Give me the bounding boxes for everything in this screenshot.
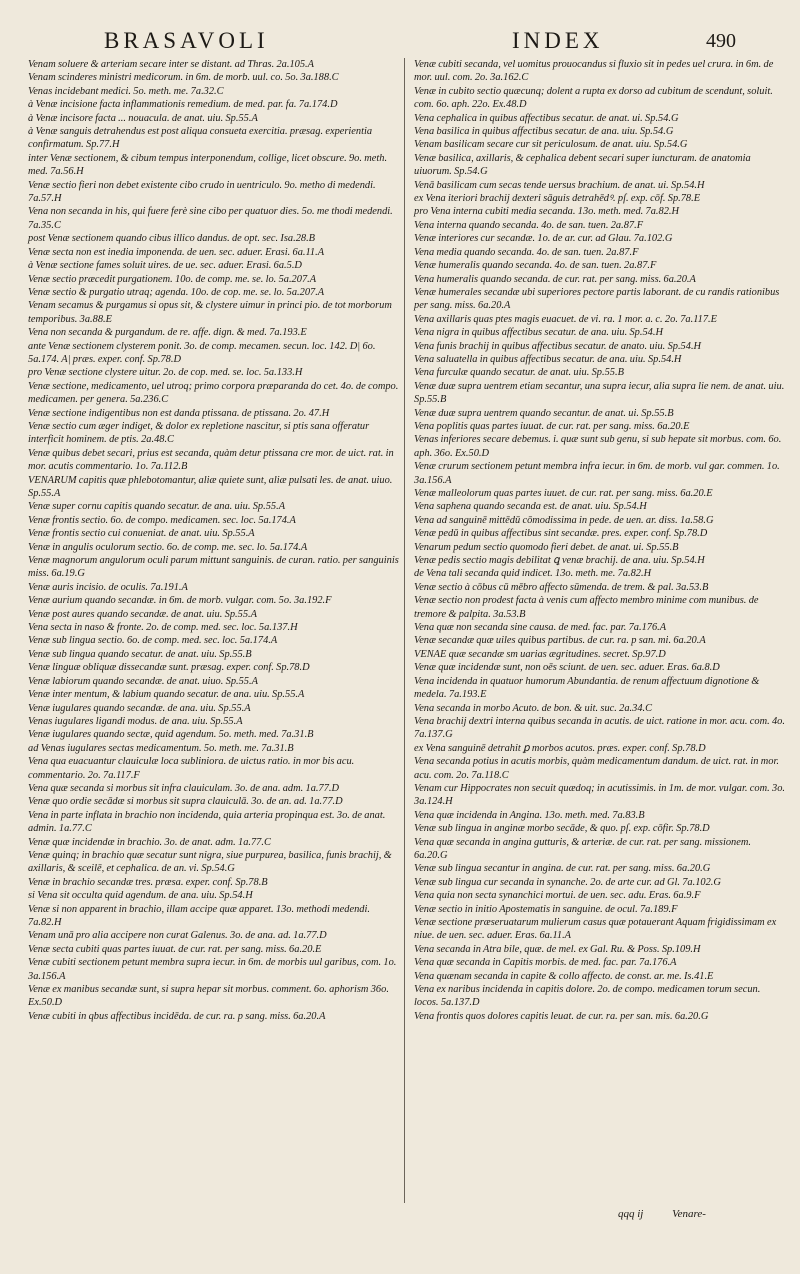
index-entry: Vena secta in naso & fronte. 2o. de comp. med. sec. loc. 5a.137.H: [28, 622, 298, 634]
index-entry: Vena secanda in Atra bile, quæ. de mel. ex Gal. Ru. & Poss. Sp.109.H: [414, 943, 701, 955]
index-entry: Vena brachij dextri interna quibus secanda in acutis. de uict. ratione in mor. acu. com. 4o. 7a.137.G: [414, 715, 785, 741]
page-footer: [618, 1208, 732, 1220]
index-entry: Venæ humerales secandæ ubi superiores pectore partis laborant. de cu randis rationibus per sang. miss. 6a.20.A: [414, 286, 780, 312]
index-entry: Venæ frontis sectio. 6o. de compo. medicamen. sec. loc. 5a.174.A: [28, 514, 296, 526]
index-entry: Venæ quinq; in brachio quæ secatur sunt nigra, siue purpurea, basilica, funis brachij, & axillaris, & sceilē, et cephalica. de an. vi. Sp.54.G: [28, 849, 392, 875]
index-entry: Venas iugulares ligandi modus. de ana. uiu. Sp.55.A: [28, 715, 243, 727]
index-entry: ex Vena iteriori brachij dexteri sāguis detrahēdꝰ. pſ. exp. cōf. Sp.78.E: [414, 193, 701, 205]
index-entry: de Vena tali secanda quid indicet. 13o. meth. me. 7a.82.H: [414, 568, 652, 580]
index-entry: Venæ sub lingua cur secanda in synanche. 2o. de arte cur. ad Gl. 7a.102.G: [414, 876, 721, 888]
page-number: 490: [706, 30, 736, 52]
index-entry: Venæ sectione, medicamento, uel utroq; primo corpora præparanda do cet. 4o. de compo. medicamen. per genera. 5a.236.C: [28, 380, 399, 406]
index-entry: Venæ ex manibus secandæ sunt, si supra hepar sit morbus. comment. 6o. aphorism 36o. Ex.50.D: [28, 984, 389, 1009]
index-entry: à Venæ incisione facta inflammationis remedium. de med. par. fa. 7a.174.D: [28, 99, 338, 111]
index-entry: Vena quia non secta synanchici mortui. de uen. sec. adu. Eras. 6a.9.F: [414, 890, 701, 902]
index-entry: Venæ magnorum angulorum oculi parum mittunt sanguinis. de curan. ratio. per sanguinis miss. 6a.19.G: [28, 555, 399, 580]
index-entry: à Venæ sanguis detrahendus est post aliqua consueta exercitia. præsag. experientia confirmatum. Sp.77.H: [28, 126, 373, 151]
index-entry: Venæ sub lingua secantur in angina. de cur. rat. per sang. miss. 6a.20.G: [414, 863, 711, 875]
index-entry: Vena quæ incidenda in Angina. 13o. meth. med. 7a.83.B: [414, 809, 645, 821]
index-entry: Venæ quæ incidendæ in brachio. 3o. de anat. adm. 1a.77.C: [28, 836, 271, 848]
index-entry: Venæ super cornu capitis quando secatur. de ana. uiu. Sp.55.A: [28, 501, 286, 513]
index-entry: Venæ quæ incidendæ sunt, non oēs sciunt. de uen. sec. aduer. Eras. 6a.8.D: [414, 662, 720, 674]
index-entry: Venæ sectione præseruatarum mulierum casus quæ potauerant Aquam frigidissimam ex niue. de uen. sec. aduer. Eras. 6a.11.A: [414, 917, 777, 942]
index-entry: Venæ aurium quando secandæ. in 6m. de morb. vulgar. com. 5o. 3a.192.F: [28, 595, 332, 607]
index-entry: pro Venæ sectione clystere uitur. 2o. de cop. med. se. loc. 5a.133.H: [28, 367, 303, 379]
index-entry: pro Vena interna cubiti media secanda. 13o. meth. med. 7a.82.H: [414, 206, 680, 218]
index-entry: Vena funis brachij in quibus affectibus secatur. de anato. uiu. Sp.54.H: [414, 340, 702, 352]
index-entry: Venam cur Hippocrates non secuit quædoq; in acutissimis. in 1m. de mor. vulgar. com. 3o. 3a.124.H: [414, 782, 785, 808]
index-entry: Venæ malleolorum quas partes iuuet. de cur. rat. per sang. miss. 6a.20.E: [414, 488, 713, 499]
index-entry: Vena humeralis quando secanda. de cur. rat. per sang. miss. 6a.20.A: [414, 273, 696, 285]
index-entry: Venæ quibus debet secari, prius est secanda, quàm detur ptissana cre mor. de uict. rat. in mor. acutis commentario. 1o. 7a.112.B: [28, 447, 394, 473]
catchword: Venare-: [672, 1208, 706, 1220]
index-entry: Venæ sub lingua sectio. 6o. de comp. med. sec. loc. 5a.174.A: [28, 635, 278, 647]
running-head-author: BRASAVOLI: [104, 28, 269, 53]
index-entry: Vena basilica in quibus affectibus secatur. de ana. uiu. Sp.54.G: [414, 126, 674, 138]
index-entry: ad Venas iugulares sectas medicamentum. 5o. meth. me. 7a.31.B: [28, 742, 294, 754]
index-entry: Venæ pedis sectio magis debilitat ꝗ venæ brachij. de ana. uiu. Sp.54.H: [414, 555, 705, 567]
index-entry: Venæ sub lingua quando secatur. de anat. uiu. Sp.55.B: [28, 648, 252, 660]
index-entry: Vena saphena quando secanda est. de anat. uiu. Sp.54.H: [414, 501, 647, 513]
index-entry: Venæ secandæ quæ uiles quibus partibus. de cur. ra. p san. mi. 6a.20.A: [414, 635, 706, 647]
index-entry: Venæ sectio à cōbus cū mēbro affecto sūmenda. de trem. & pal. 3a.53.B: [414, 581, 709, 593]
index-entry: Venæ iugulares quando sectæ, quid agendum. 5o. meth. med. 7a.31.B: [28, 729, 314, 741]
index-entry: à Venæ incisore facta ... nouacula. de anat. uiu. Sp.55.A: [28, 112, 258, 124]
index-entry: Venam basilicam secare cur sit periculosum. de anat. uiu. Sp.54.G: [414, 139, 688, 151]
index-entry: Venæ sectio in initio Apostematis in sanguine. de ocul. 7a.189.F: [414, 903, 678, 915]
column-divider: [404, 58, 405, 1203]
index-entry: Vena incidenda in quatuor humorum Abundantia. de renum affectuum dignotione & medela. 7a.193.E: [414, 675, 760, 701]
index-entry: Venæ interiores cur secandæ. 1o. de ar. cur. ad Glau. 7a.102.G: [414, 233, 673, 245]
index-entry: Vena quæ secanda in angina gutturis, & arteriæ. de cur. rat. per sang. missionem. 6a.20.G: [414, 836, 751, 861]
index-entry: Venæ in brachio secandæ tres. præsa. exper. conf. Sp.78.B: [28, 876, 268, 888]
index-entry: Vena quæ secanda in Capitis morbis. de med. fac. par. 7a.176.A: [414, 957, 677, 969]
index-entry: ante Venæ sectionem clysterem ponit. 3o. de comp. mecamen. secun. loc. 142. D| 6o. 5a.174. A| præs. exper. conf. Sp.78.D: [28, 340, 376, 365]
index-entry: Venæ in cubito sectio quæcunq; dolent a rupta ex dorso ad cubitum de scendunt, soluit. com. 6o. aph. 22o. Ex.48.D: [414, 85, 773, 111]
index-entry: inter Venæ sectionem, & cibum tempus interponendum, collige, licet obscure. 9o. meth. med. 7a.56.H: [28, 152, 388, 178]
index-entry: Venam unā pro alia accipere non curat Galenus. 3o. de ana. ad. 1a.77.D: [28, 930, 327, 942]
index-entry: Vena secanda potius in acutis morbis, quàm medicamentum dandum. de uict. rat. in mor. acu. com. 2o. 7a.118.C: [414, 756, 779, 781]
index-entry: Vena quænam secanda in capite & collo affecto. de const. ar. me. Is.41.E: [414, 970, 714, 982]
index-entry: Vena media quando secanda. 4o. de san. tuen. 2a.87.F: [414, 246, 639, 258]
index-entry: Venæ pedū in quibus affectibus sint secandæ. pres. exper. conf. Sp.78.D: [414, 528, 708, 540]
index-entry: Venæ iugulares quando secandæ. de ana. uiu. Sp.55.A: [28, 702, 251, 714]
index-entry: Venæ cubiti sectionem petunt membra supra iecur. in 6m. de morbis uul garibus, com. 1o. 3a.156.A: [28, 957, 397, 982]
index-entry: Vena ex naribus incidenda in capitis dolore. 2o. de compo. medicamen torum secun. locos. 5a.137.D: [414, 984, 761, 1009]
signature-mark: qqq ij: [618, 1208, 644, 1220]
index-entry: Vena nigra in quibus affectibus secatur. de ana. uiu. Sp.54.H: [414, 327, 663, 339]
index-entry: Vena secanda in morbo Acuto. de bon. & uit. suc. 2a.34.C: [414, 702, 653, 714]
index-entry: Venæ inter mentum, & labium quando secatur. de ana. uiu. Sp.55.A: [28, 689, 305, 701]
index-entry: Venæ duæ supra uentrem etiam secantur, una supra iecur, alia supra lie nem. de anat. uiu. Sp.55.B: [414, 380, 785, 406]
index-entry: Venā basilicam cum secas tende uersus brachium. de anat. ui. Sp.54.H: [414, 179, 705, 191]
index-entry: Vena non secanda in his, qui fuere ferè sine cibo per quatuor dies. 5o. me thodi medendi. 7a.35.C: [28, 206, 393, 231]
index-entry: Venæ labiorum quando secandæ. de anat. uiuo. Sp.55.A: [28, 675, 258, 687]
index-entry: Venæ duæ supra uentrem quando secantur. de anat. ui. Sp.55.B: [414, 407, 674, 419]
index-entry: Venarum pedum sectio quomodo fieri debet. de anat. ui. Sp.55.B: [414, 541, 679, 553]
index-entry: si Vena sit occulta quid agendum. de ana. uiu. Sp.54.H: [28, 890, 253, 902]
index-entry: Venæ sectio fieri non debet existente cibo crudo in uentriculo. 9o. metho di medendi. 7a.57.H: [28, 179, 376, 205]
index-entry: Venæ sectio & purgatio utraq; agenda. 10o. de cop. me. se. lo. 5a.207.A: [28, 286, 325, 298]
index-entry: Vena non secanda & purgandum. de re. affe. dign. & med. 7a.193.E: [28, 327, 307, 339]
index-entry: Venæ frontis sectio cui conueniat. de anat. uiu. Sp.55.A: [28, 528, 255, 540]
index-entry: Venæ linguæ obliquæ dissecandæ sunt. præsag. exper. conf. Sp.78.D: [28, 662, 310, 674]
index-entry: Vena axillaris quas ptes magis euacuet. de vi. ra. 1 mor. a. c. 2o. 7a.117.E: [414, 313, 717, 325]
index-column-right: [414, 58, 786, 1023]
index-entry: Venæ post aures quando secandæ. de anat. uiu. Sp.55.A: [28, 608, 257, 620]
index-entry: Venæ sectio præcedit purgationem. 10o. de comp. me. se. lo. 5a.207.A: [28, 273, 317, 285]
index-entry: Venæ cubiti in qbus affectibus incidēda. de cur. ra. p sang. miss. 6a.20.A: [28, 1010, 326, 1022]
index-entry: Venæ sub lingua in anginæ morbo secāde, & quo. pſ. exp. cōfir. Sp.78.D: [414, 823, 710, 835]
index-entry: Venæ humeralis quando secanda. 4o. de san. tuen. 2a.87.F: [414, 260, 657, 272]
index-entry: ex Vena sanguinē detrahit ꝑ morbos acutos. præs. exper. conf. Sp.78.D: [414, 742, 706, 754]
index-entry: Vena saluatella in quibus affectibus secatur. de ana. uiu. Sp.54.H: [414, 353, 682, 365]
index-entry: Venas incidebant medici. 5o. meth. me. 7a.32.C: [28, 85, 224, 97]
index-entry: Venæ in angulis oculorum sectio. 6o. de comp. me. sec. lo. 5a.174.A: [28, 541, 308, 553]
index-entry: Venas inferiores secare debemus. i. quæ sunt sub genu, si sub hepate sit morbus. com. 6o. aph. 36o. Ex.50.D: [414, 434, 782, 459]
index-entry: à Venæ sectione fames soluit uires. de ue. sec. aduer. Erasi. 6a.5.D: [28, 260, 302, 272]
index-entry: Vena quæ secanda si morbus sit infra clauiculam. 3o. de ana. adm. 1a.77.D: [28, 782, 339, 794]
index-entry: Venæ si non apparent in brachio, illam accipe quæ apparet. 13o. methodi medendi. 7a.82.H: [28, 903, 370, 928]
index-entry: post Venæ sectionem quando cibus illico dandus. de opt. sec. Isa.28.B: [28, 233, 316, 245]
index-entry: Vena qua euacuantur clauiculæ loca subliniora. de uictus ratio. in mor bis acu. commentario. 2o. 7a.117.F: [28, 756, 355, 781]
index-entry: Venæ cubiti secanda, vel uomitus prouocandus si fluxio sit in pedes uel crura. in 6m. de mor. uul. com. 2o. 3a.162.C: [414, 59, 774, 84]
index-entry: Venæ sectio non prodest facta à venis cum affecto membro minime com munibus. de tremore & palpita. 3a.53.B: [414, 595, 759, 620]
index-entry: VENARUM capitis quæ phlebotomantur, aliæ quiete sunt, aliæ pulsati les. de anat. uiuo. Sp.55.A: [28, 474, 393, 499]
index-column-left: [28, 58, 400, 1023]
running-head-title: INDEX: [512, 28, 604, 53]
index-entry: Venæ sectione indigentibus non est danda ptissana. de ptissana. 2o. 47.H: [28, 407, 330, 419]
index-entry: Venæ secta cubiti quas partes iuuat. de cur. rat. per sang. miss. 6a.20.E: [28, 943, 322, 955]
index-entry: Vena ad sanguinē mittēdū cōmodissima in pede. de uen. ar. diss. 1a.58.G: [414, 514, 714, 526]
index-entry: Venæ quo ordie secādæ si morbus sit supra clauiculā. 3o. de an. ad. 1a.77.D: [28, 796, 343, 808]
index-entry: VENAE quæ secandæ sm uarias ægritudines. secret. Sp.97.D: [414, 648, 666, 660]
index-entry: Venam soluere & arteriam secare inter se distant. ad Thras. 2a.105.A: [28, 59, 314, 70]
index-entry: Venam scinderes ministri medicorum. in 6m. de morb. uul. co. 5o. 3a.188.C: [28, 72, 339, 84]
index-entry: Vena poplitis quas partes iuuat. de cur. rat. per sang. miss. 6a.20.E: [414, 420, 690, 432]
index-entry: Vena cephalica in quibus affectibus secatur. de anat. ui. Sp.54.G: [414, 112, 679, 124]
index-entry: Vena quæ non secanda sine causa. de med. fac. par. 7a.176.A: [414, 622, 667, 634]
index-entry: Venæ auris incisio. de oculis. 7a.191.A: [28, 581, 188, 593]
index-entry: Vena furculæ quando secatur. de anat. uiu. Sp.55.B: [414, 367, 624, 379]
index-entry: Venæ basilica, axillaris, & cephalica debent secari super iuncturam. de anatomia uiuorum. Sp.54.G: [414, 152, 751, 178]
index-entry: Venam secamus & purgamus si opus sit, & clystere uimur in princi pio. de tot morborum temporibus. 3a.88.E: [28, 300, 392, 325]
index-entry: Vena interna quando secanda. 4o. de san. tuen. 2a.87.F: [414, 219, 644, 231]
index-entry: Vena frontis quos dolores capitis leuat. de cur. ra. per san. mis. 6a.20.G: [414, 1010, 709, 1022]
index-entry: Venæ sectio cum æger indiget, & dolor ex repletione nascitur, si ptis sana offeratur interficit hominem. de ptis. 2a.48.C: [28, 420, 370, 446]
index-entry: Vena in parte inflata in brachio non incidenda, quia arteria propinqua est. 3o. de anat. admin. 1a.77.C: [28, 809, 386, 835]
index-entry: Venæ secta non est inedia imponenda. de uen. sec. aduer. Erasi. 6a.11.A: [28, 246, 325, 258]
index-entry: Venæ crurum sectionem petunt membra infra iecur. in 6m. de morb. vul gar. commen. 1o. 3a.156.A: [414, 461, 780, 486]
